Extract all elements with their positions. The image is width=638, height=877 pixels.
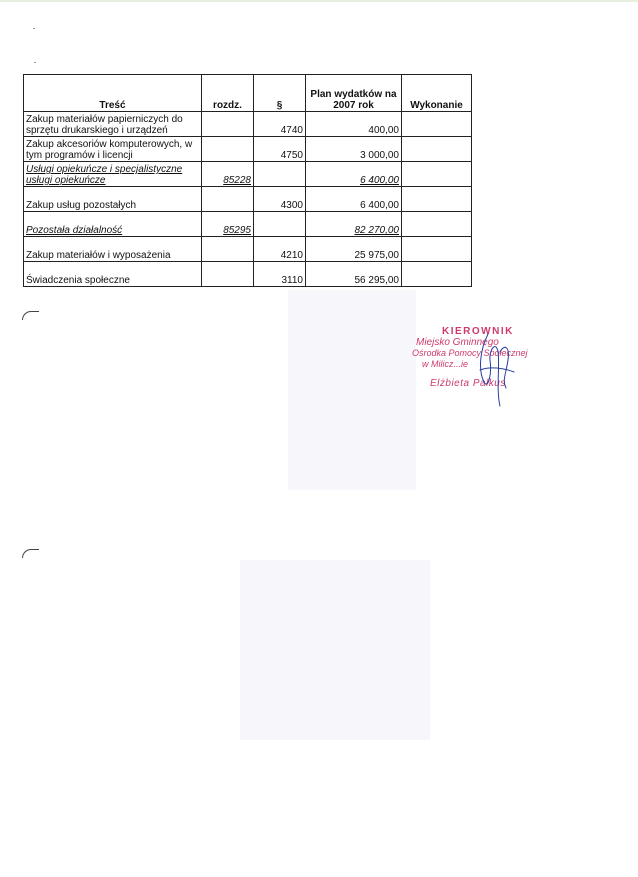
cell-wykonanie <box>402 237 472 262</box>
cell-paragraf: 3110 <box>254 262 306 287</box>
cell-paragraf: 4750 <box>254 137 306 162</box>
table-row <box>24 212 472 237</box>
cell-plan: 25 975,00 <box>306 237 402 262</box>
cell-tresc: Zakup usług pozostałych <box>24 187 202 212</box>
cell-tresc: Zakup materiałów i wyposażenia <box>24 237 202 262</box>
budget-table <box>23 74 472 287</box>
cell-tresc: Zakup akcesoriów komputerowych, w tym programów i licencji <box>24 137 202 162</box>
cell-tresc-text: Pozostała działalność <box>26 225 123 236</box>
cell-paragraf: 4740 <box>254 112 306 137</box>
cell-plan: 6 400,00 <box>306 187 402 212</box>
table-header-row <box>24 75 472 112</box>
cell-rozdz <box>202 212 254 237</box>
table-row <box>24 112 472 137</box>
cell-wykonanie <box>402 112 472 137</box>
cell-rozdz-text: 85295 <box>223 225 251 236</box>
cell-wykonanie <box>402 212 472 237</box>
cell-tresc: Świadczenia społeczne <box>24 262 202 287</box>
stamp-title: KIEROWNIK <box>442 326 514 337</box>
header-paragraf: § <box>254 75 306 112</box>
binding-mark <box>22 311 39 320</box>
stamp-line: w Milicz...ie <box>422 359 469 369</box>
cell-rozdz <box>202 262 254 287</box>
cell-tresc: Zakup materiałów papierniczych do sprzętu drukarskiego i urządzeń <box>24 112 202 137</box>
stamp-name: Elżbieta Pałkus <box>430 378 506 389</box>
scan-ghost <box>288 290 416 490</box>
cell-plan-text: 82 270,00 <box>354 225 399 236</box>
cell-plan <box>306 162 402 187</box>
cell-tresc <box>24 162 202 187</box>
cell-paragraf: 4210 <box>254 237 306 262</box>
cell-paragraf <box>254 212 306 237</box>
cell-plan: 3 000,00 <box>306 137 402 162</box>
table-row <box>24 262 472 287</box>
cell-paragraf <box>254 162 306 187</box>
cell-rozdz-text: 85228 <box>223 175 251 186</box>
table-row <box>24 237 472 262</box>
table-row <box>24 187 472 212</box>
cell-rozdz <box>202 187 254 212</box>
cell-paragraf: 4300 <box>254 187 306 212</box>
stamp-line: Ośrodka Pomocy Społecznej <box>412 348 528 358</box>
header-tresc: Treść <box>24 75 202 112</box>
scan-speck <box>34 62 36 63</box>
cell-rozdz <box>202 137 254 162</box>
header-plan: Plan wydatków na 2007 rok <box>306 75 402 112</box>
cell-wykonanie <box>402 187 472 212</box>
stamp-line: Miejsko Gminnego <box>416 337 499 348</box>
cell-wykonanie <box>402 262 472 287</box>
scan-speck <box>33 28 35 29</box>
cell-wykonanie <box>402 137 472 162</box>
cell-plan-text: 6 400,00 <box>360 175 399 186</box>
cell-rozdz <box>202 112 254 137</box>
cell-plan: 56 295,00 <box>306 262 402 287</box>
table-row <box>24 162 472 187</box>
cell-rozdz <box>202 237 254 262</box>
header-wykonanie: Wykonanie <box>402 75 472 112</box>
cell-plan <box>306 212 402 237</box>
binding-mark <box>22 549 39 558</box>
cell-plan: 400,00 <box>306 112 402 137</box>
header-rozdz: rozdz. <box>202 75 254 112</box>
cell-rozdz <box>202 162 254 187</box>
scan-top-edge <box>0 0 638 2</box>
cell-wykonanie <box>402 162 472 187</box>
scan-ghost <box>240 560 430 740</box>
cell-tresc-text: Usługi opiekuńcze i specjalistyczne usługi opiekuńcze <box>26 164 183 186</box>
signature <box>470 330 530 410</box>
table-row <box>24 137 472 162</box>
cell-tresc <box>24 212 202 237</box>
